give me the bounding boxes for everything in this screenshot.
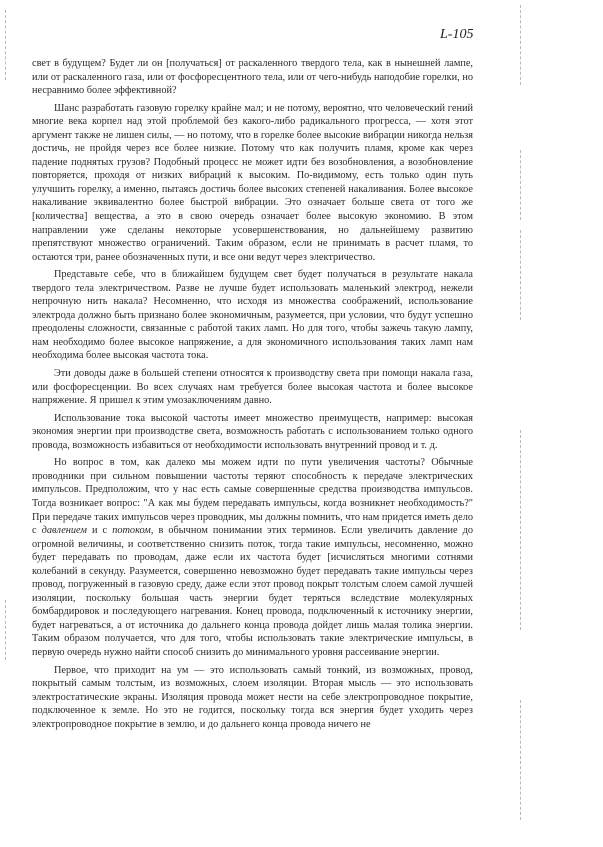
text-span: , в обычном понимании этих терминов. Если увеличить давление до огромной величины, и соответственно снизить поток, тогда такие импульсы, несомненно, можно будет передавать по проводам, даже если их частота будет [исчисляться многими сотнями колебаний в секунду. Разумеется, совершенно невозможно будет передавать такие импульсы через провод, погруженный в газовую среду, даже если этот провод покрыт толстым слоем самой лучшей изоляции, поскольку большая часть энергии будет теряться вследствие молекулярных бомбардировок и последующего нагревания. Конец провода, подключенный к источнику энергии, будет нагреваться, а от источника до дальнего конца провода дойдет лишь малая толика энергии. Таким образом получается, что для того, чтобы использовать такие электрические импульсы, в первую очередь нужно найти способ снизить до минимального уровня рассеивание энергии. — [32, 525, 473, 658]
paragraph: Первое, что приходит на ум — это использовать самый тонкий, из возможных, провод, покрытый самым толстым, из возможных, слоем изоляции. Вторая мысль — это использовать электростатические экраны. Изоляция провода может нести на себе электропроводное покрытие, подключенное к земле. Но это не годится, поскольку тогда вся энергия будет уходить через электропроводное покрытие в землю, и до дальнего конца провода ничего не — [32, 664, 473, 730]
margin-mark-right — [520, 700, 521, 820]
paragraph: Представьте себе, что в ближайшем будущем свет будет получаться в результате накала твердого тела электричеством. Разве не лучше будет использовать маленький электрод, нежели непрочную нить накала? Несомненно, что исходя из множества соображений, использование электрода должно быть признано более экономичным, разумеется, при условии, что будут успешно преодолены сложности, связанные с работой таких ламп. Но для того, чтобы зажечь такую лампу, нам необходимо более высокое напряжение, а для экономичного использования таких ламп нам необходима более высокая частота тока. — [32, 269, 473, 362]
margin-mark-right — [520, 5, 521, 85]
text-span: и с — [86, 525, 113, 537]
margin-mark-left — [5, 600, 6, 660]
paragraph — [32, 456, 473, 659]
margin-mark-right — [520, 230, 521, 320]
paragraph: Шанс разработать газовую горелку крайне мал; и не потому, вероятно, что человеческий гений многие века корпел над этой проблемой без какого-либо радикального прогресса, — хотя этот аргумент также не лишен силы, — но потому, что в горелке более высокие вибрации никогда нельзя достичь, не пройдя через все более низкие. Потому что как получить пламя, кроме как через падение поднятых грузов? Подобный процесс не может идти без возобновления, а возобновление повторяется, проходя от низких вибраций к высоким. По-видимому, есть только один путь улучшить горелку, а именно, пытаясь достичь более высоких степеней накаливания. Более высокое накаливание эквивалентно более быстрой вибрации. Это означает больше света от того же [количества] вещества, а это в свою очередь означает более высокую экономию. В этом направлении уже сделаны некоторые усовершенствования, но дальнейшему развитию препятствуют множество ограничений. Таким образом, если не принимать в расчет пламя, то остаются три, ранее обозначенных пути, и все они ведут через электричество. — [32, 102, 473, 263]
paragraph: свет в будущем? Будет ли он [получаться] от раскаленного твердого тела, как в нынешней лампе, или от раскаленного газа, или от фосфоресцентного тела, или от чего-нибудь наподобие горелки, но несравнимо более эффективной? — [32, 58, 473, 97]
text-span: Но вопрос в том, как далеко мы можем идти по пути увеличения частоты? Обычные проводники при сильном повышении частоты теряют способность к передаче электрических импульсов. Предположим, что у нас есть самые совершенные средства производства импульсов. Тогда возникает вопрос: "А как мы будем передавать импульсы, когда возникнет необходимость?" При передаче таких импульсов через проводник, мы должны помнить, что нам придется иметь дело с — [32, 457, 473, 537]
emphasis-flow: потоком — [112, 525, 151, 537]
emphasis-pressure: давлением — [41, 525, 87, 537]
body-text — [32, 57, 473, 735]
page-number: L-105 — [440, 27, 474, 42]
paragraph: Эти доводы даже в большей степени относятся к производству света при помощи накала газа, или фосфоресценции. Во всех случаях нам требуется более высокая частота и более высокое напряжение. Я пришел к этим умозаключениям давно. — [32, 368, 473, 407]
margin-mark-right — [520, 150, 521, 220]
margin-mark-right — [520, 430, 521, 630]
paragraph: Использование тока высокой частоты имеет множество преимуществ, например: высокая экономия энергии при производстве света, возможность работать с использованием только одного провода, возможность избавиться от необходимости использовать внутренний провод и т. д. — [32, 412, 473, 451]
margin-mark-left — [5, 10, 6, 80]
